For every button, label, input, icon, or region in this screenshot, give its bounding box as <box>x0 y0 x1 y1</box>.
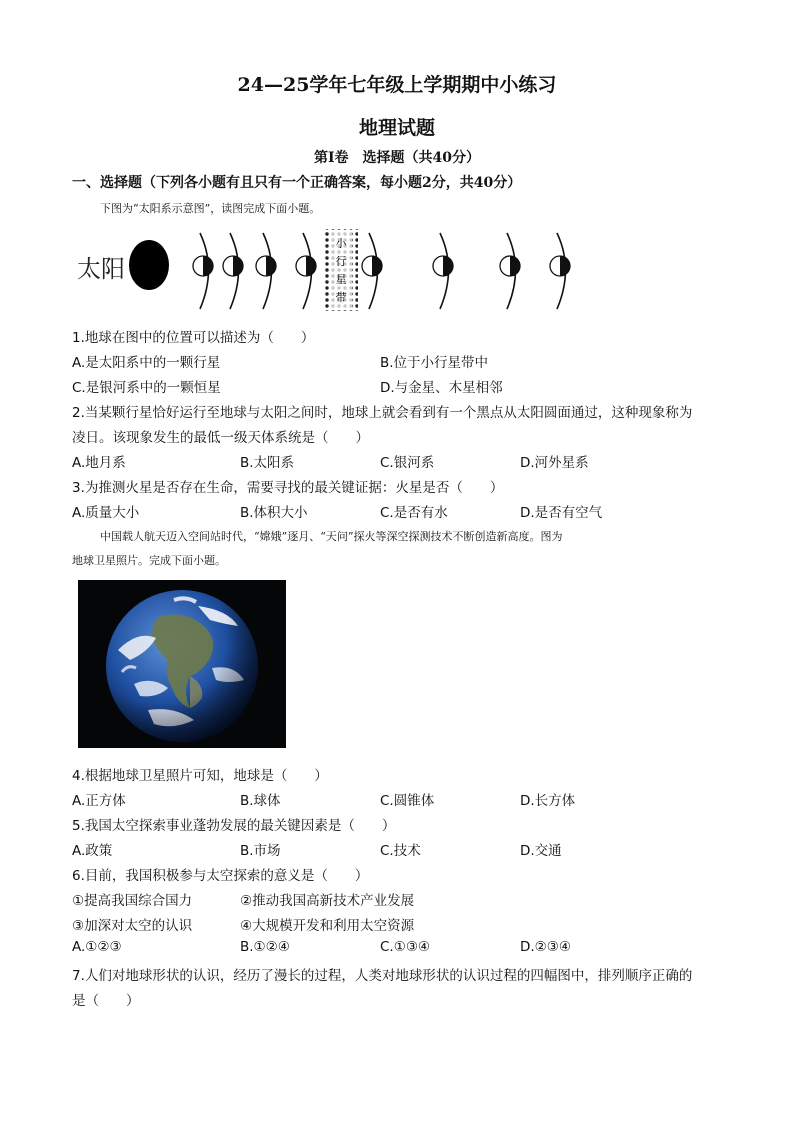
q5-option-d: D.交通 <box>520 843 562 859</box>
q6-statement-4: ④大规模开发和利用太空资源 <box>240 918 415 934</box>
planet-shadow <box>203 256 213 276</box>
q1-stem: 1.地球在图中的位置可以描述为（ ） <box>72 330 315 346</box>
q6-statement-2: ②推动我国高新技术产业发展 <box>240 893 415 909</box>
section-heading: 一、选择题（下列各小题有且只有一个正确答案，每小题2分，共40分） <box>72 175 522 191</box>
q1-option-a: A.是太阳系中的一颗行星 <box>72 355 221 371</box>
sun-label: 太阳 <box>77 255 125 283</box>
earth-satellite-photo <box>78 580 286 748</box>
q2-stem-line1: 2.当某颗行星恰好运行至地球与太阳之间时，地球上就会看到有一个黑点从太阳圆面通过，这种现象称为 <box>72 405 693 421</box>
q2-option-a: A.地月系 <box>72 455 126 471</box>
q2-option-b: B.太阳系 <box>240 455 295 471</box>
q4-option-c: C.圆锥体 <box>380 793 435 809</box>
q3-option-b: B.体积大小 <box>240 505 308 521</box>
q6-stem: 6.目前，我国积极参与太空探索的意义是（ ） <box>72 868 369 884</box>
sun-icon <box>129 240 169 290</box>
q4-stem: 4.根据地球卫星照片可知，地球是（ ） <box>72 768 328 784</box>
belt-label-2: 星 <box>335 273 347 286</box>
asteroid-belt <box>324 229 358 311</box>
intro-text-1: 下图为“太阳系示意图”，读图完成下面小题。 <box>100 202 321 215</box>
q1-option-b: B.位于小行星带中 <box>380 355 489 371</box>
exam-subject: 地理试题 <box>358 117 435 139</box>
q5-option-c: C.技术 <box>380 843 421 859</box>
belt-label-1: 行 <box>335 255 347 268</box>
q6-option-a: A.①②③ <box>72 939 122 955</box>
intro-text-2-line1: 中国载人航天迈入空间站时代，“嫦娥”逐月、“天问”探火等深空探测技术不断创造新高度。图为 <box>100 530 563 543</box>
q6-option-d: D.②③④ <box>520 939 571 955</box>
q6-option-b: B.①②④ <box>240 939 290 955</box>
q3-option-d: D.是否有空气 <box>520 505 603 521</box>
q7-stem-line1: 7.人们对地球形状的认识，经历了漫长的过程，人类对地球形状的认识过程的四幅图中，排列顺序正确的 <box>72 968 693 984</box>
planet-shadow <box>510 256 520 276</box>
exam-title: 24—25学年七年级上学期期中小练习 <box>237 74 557 96</box>
q2-stem-line2: 凌日。该现象发生的最低一级天体系统是（ ） <box>72 430 369 446</box>
q6-option-c: C.①③④ <box>380 939 431 955</box>
intro-text-2-line2: 地球卫星照片。完成下面小题。 <box>72 554 226 567</box>
exam-part: 第Ⅰ卷 选择题（共40分） <box>313 150 481 166</box>
planet-shadow <box>560 256 570 276</box>
q1-option-d: D.与金星、木星相邻 <box>380 380 503 396</box>
q3-option-c: C.是否有水 <box>380 505 448 521</box>
q2-option-d: D.河外星系 <box>520 455 589 471</box>
q5-stem: 5.我国太空探索事业蓬勃发展的最关键因素是（ ） <box>72 818 396 834</box>
planet-shadow <box>233 256 243 276</box>
planet-shadow <box>306 256 316 276</box>
q1-option-c: C.是银河系中的一颗恒星 <box>72 380 221 396</box>
q3-stem: 3.为推测火星是否存在生命，需要寻找的最关键证据：火星是否（ ） <box>72 480 504 496</box>
q4-option-a: A.正方体 <box>72 793 126 809</box>
planet-shadow <box>443 256 453 276</box>
q5-option-b: B.市场 <box>240 843 281 859</box>
q3-option-a: A.质量大小 <box>72 505 140 521</box>
q7-stem-line2: 是（ ） <box>72 993 140 1009</box>
planet-shadow <box>372 256 382 276</box>
q4-option-d: D.长方体 <box>520 793 576 809</box>
q6-statement-3: ③加深对太空的认识 <box>72 918 193 934</box>
q2-option-c: C.银河系 <box>380 455 435 471</box>
q5-option-a: A.政策 <box>72 843 113 859</box>
q4-option-b: B.球体 <box>240 793 281 809</box>
belt-label-0: 小 <box>335 237 347 250</box>
belt-label-3: 带 <box>335 291 347 304</box>
planet-shadow <box>266 256 276 276</box>
solar-system-diagram <box>72 225 592 313</box>
q6-statement-1: ①提高我国综合国力 <box>72 893 193 909</box>
